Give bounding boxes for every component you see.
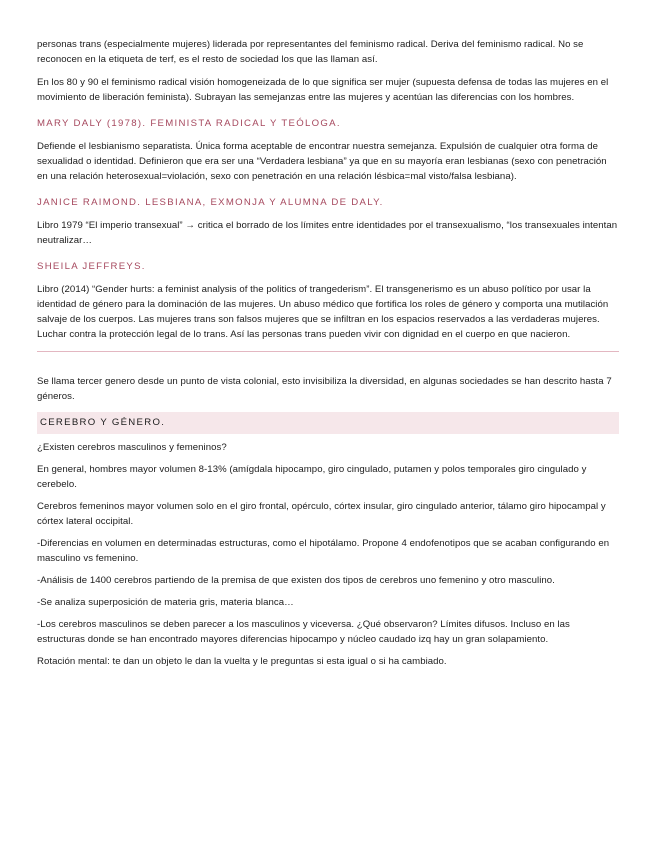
- cerebro-paragraph: ¿Existen cerebros masculinos y femeninos?: [37, 442, 227, 453]
- cerebro-paragraph: En general, hombres mayor volumen 8-13% (amígdala hipocampo, giro cingulado, putamen y polos temporales giro cingulado y cerebelo.: [37, 464, 587, 490]
- heading-sheila-jeffreys: SHEILA JEFFREYS.: [37, 261, 146, 272]
- heading-janice-raimond: JANICE RAIMOND. LESBIANA, EXMONJA Y ALUMNA DE DALY.: [37, 197, 384, 208]
- heading-cerebro-genero: CEREBRO Y GÉNERO.: [37, 412, 619, 434]
- paragraph-sheila-jeffreys: Libro (2014) “Gender hurts: a feminist analysis of the politics of trangederism”. El transgenerismo es un abuso político por usar la identidad de género para la dominación de las mujeres. Un abuso médico que fortifica los roles de género y comporta una mutilación salvaje de los cuerpos. Las mujeres trans son falsos mujeres que se infiltran en los espacios reservados a las verdaderas mujeres. Luchar contra la protección legal de lo trans. Así las personas trans pueden vivir con dignidad en el cuerpo en que nacieron.: [37, 284, 609, 340]
- cerebro-paragraph: -Se analiza superposición de materia gris, materia blanca…: [37, 597, 294, 608]
- intro-paragraph-1: personas trans (especialmente mujeres) liderada por representantes del feminismo radical. Deriva del feminismo radical. No se reconocen en la etiqueta de terf, es el resto de sociedad los que las llaman así.: [37, 39, 584, 65]
- cerebro-paragraph: -Los cerebros masculinos se deben parecer a los masculinos y viceversa. ¿Qué observaron? Límites difusos. Incluso en las estructuras donde se han encontrado mayores diferencias hipocampo y núcleo caudado izq hay un gran solapamiento.: [37, 619, 570, 645]
- heading-mary-daly: MARY DALY (1978). FEMINISTA RADICAL Y TEÓLOGA.: [37, 118, 341, 129]
- document-page: [37, 37, 619, 676]
- section-divider: [37, 351, 619, 352]
- paragraph-mary-daly: Defiende el lesbianismo separatista. Única forma aceptable de encontrar nuestra semejanza. Expulsión de cualquier otra forma de sexualidad o identidad. Definieron que era ser una “Verdadera lesbiana” ya que en su mayoría eran lesbianas (sexo con penetración en una relación heterosexual=violación, sexo con penetración en una relación lésbica=mal visto/falsa lesbiana).: [37, 141, 607, 182]
- cerebro-paragraph: -Diferencias en volumen en determinadas estructuras, como el hipotálamo. Propone 4 endofenotipos que se acaban configurando en masculino vs femenino.: [37, 538, 610, 564]
- paragraph-tercer-genero: Se llama tercer genero desde un punto de vista colonial, esto invisibiliza la diversidad, en algunas sociedades se han descrito hasta 7 géneros.: [37, 376, 612, 402]
- paragraph-janice-raimond: Libro 1979 “El imperio transexual” → critica el borrado de los límites entre identidades por el transexualismo, “los transexuales intentan neutralizar…: [37, 220, 618, 246]
- intro-paragraph-2: En los 80 y 90 el feminismo radical visión homogeneizada de lo que significa ser mujer (supuesta defensa de todas las mujeres en el movimiento de liberación feminista). Subrayan las semejanzas entre las mujeres y acentúan las diferencias con los hombres.: [37, 77, 609, 103]
- cerebro-paragraph: -Análisis de 1400 cerebros partiendo de la premisa de que existen dos tipos de cerebros uno femenino y otro masculino.: [37, 575, 555, 586]
- cerebro-paragraph: Rotación mental: te dan un objeto le dan la vuelta y le preguntas si esta igual o si ha cambiado.: [37, 656, 447, 667]
- cerebro-paragraph: Cerebros femeninos mayor volumen solo en el giro frontal, opérculo, córtex insular, giro cingulado anterior, tálamo giro hipocampal y córtex lateral occipital.: [37, 501, 606, 527]
